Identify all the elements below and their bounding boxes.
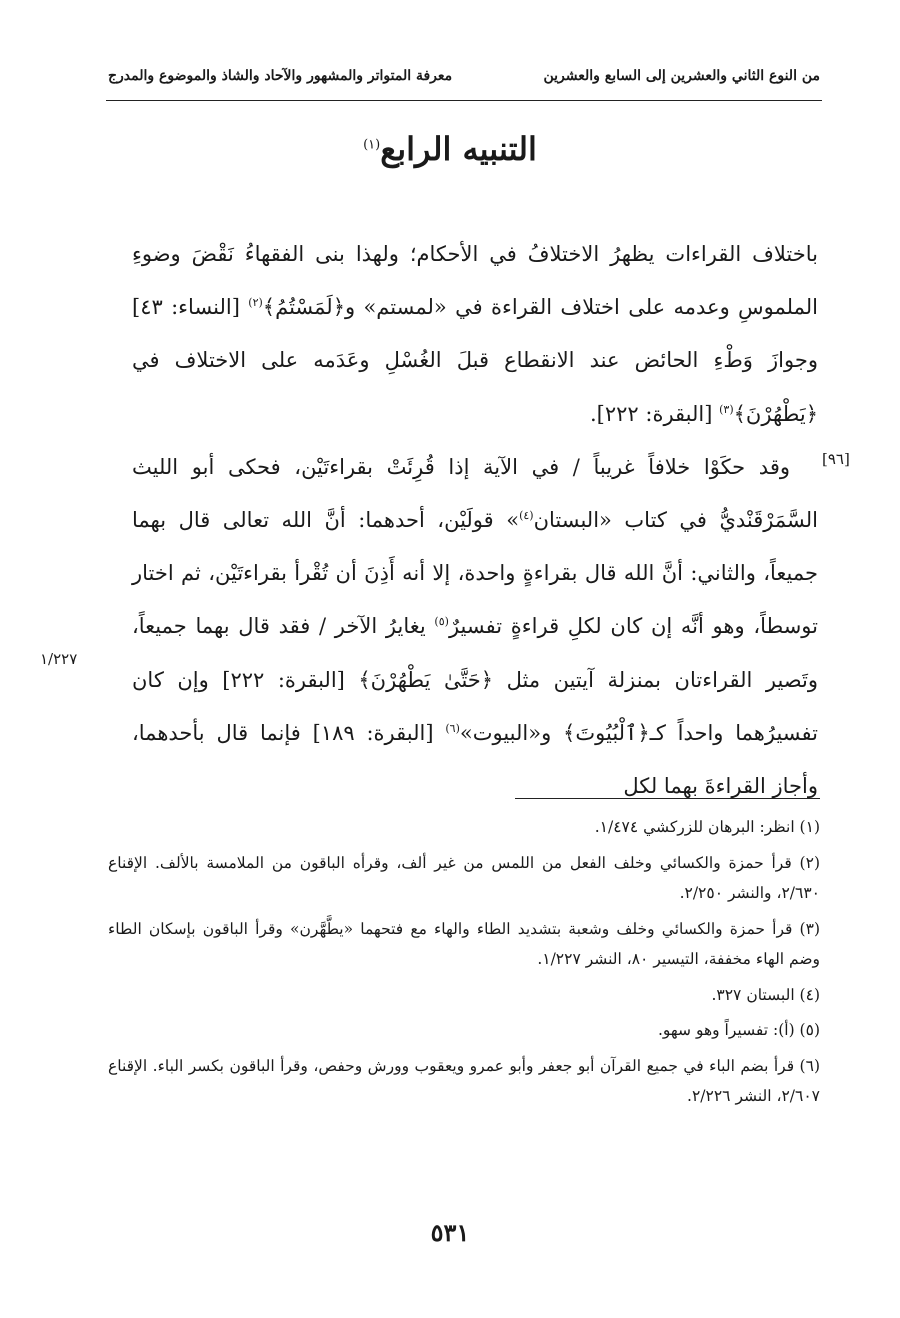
footnote: (٤) البستان ٣٢٧.	[711, 985, 820, 1004]
paragraph-1-part-2: [النساء: ٤٣] وجوازَ وَطْءِ الحائض عند الانقطاع قبلَ الغُسْلِ وعَدَمه على الاختلاف في ﴿يَطْهُرْنَ﴾	[132, 295, 818, 426]
footnotes	[108, 812, 820, 1117]
running-header	[108, 68, 820, 84]
footnote: (٢) قرأ حمزة والكسائي وخلف الفعل من اللمس من غير ألف، وقرأه الباقون من الملامسة بالألف. الإقناع ٢/٦٣٠، والنشر ٢/٢٥٠.	[108, 853, 820, 902]
footnote-rule	[515, 798, 820, 799]
footnote: (٦) قرأ بضم الباء في جميع القرآن أبو جعفر وأبو عمرو ويعقوب وورش وحفص، وقرأ الباقون بكسر الباء. الإقناع ٢/٦٠٧، النشر ٢/٢٢٦.	[108, 1056, 820, 1105]
section-title-text: التنبيه الرابع	[380, 130, 537, 168]
paragraph-1-part-3: [البقرة: ٢٢٢].	[589, 401, 720, 426]
paragraph-2	[132, 441, 818, 813]
footnote-ref: (٤)	[519, 509, 534, 523]
manuscript-page-marker: [٩٦]	[822, 450, 850, 468]
footnote: (٣) قرأ حمزة والكسائي وخلف وشعبة بتشديد الطاء والهاء مع فتحهما «يطَّهَّرن» وقرأ الباقون بإسكان الطاء وضم الهاء مخففة، التيسير ٨٠، النشر ١/٢٢٧.	[108, 919, 820, 968]
footnote-ref: (٢)	[248, 296, 263, 310]
paragraph-2-part-2: » قولَيْن، أحدهما: أنَّ الله تعالى قال بهما جميعاً، والثاني: أنَّ الله قال بقراءةٍ واحدة، إلا أنه أَذِنَ أن تُقْرأ بقراءتَيْن، ثم اختار توسطاً، وهو أنَّه إن كان لكلِ قراءةٍ تفسيرٌ	[132, 508, 819, 639]
header-chapter-range: من النوع الثاني والعشرين إلى السابع والعشرين	[543, 68, 820, 84]
footnote-ref: (٥)	[434, 615, 449, 629]
footnote-ref: (٦)	[445, 721, 460, 735]
paragraph-2-part-3: يغايرُ الآخر / فقد قال بهما جميعاً، وتَصير القراءتان بمنزلة آيتين مثل ﴿حَتَّىٰ يَطْهُرْنَ﴾ [البقرة: ٢٢٢] وإن كان تفسيرُهما واحداً كـ﴿ٱلْبُيُوتَ﴾ و«البيوت»	[132, 614, 819, 745]
section-title	[0, 130, 900, 168]
volume-page-marker: ١/٢٢٧	[40, 650, 78, 668]
header-rule	[106, 100, 822, 101]
paragraph-2-part-1: وقد حكَوْا خلافاً غريباً / في الآية إذا قُرِئَتْ بقراءتَيْن، فحكى أبو الليث السَّمَرْقَنْديُّ في كتاب «البستان	[132, 454, 818, 533]
body-text	[132, 228, 818, 813]
footnote: (١) انظر: البرهان للزركشي ١/٤٧٤.	[594, 818, 820, 836]
paragraph-1-part-1: باختلاف القراءات يظهرُ الاختلافُ في الأحكام؛ ولهذا بنى الفقهاءُ نَقْضَ وضوءِ الملموسِ وعدمه على اختلاف القراءة في «لمستم» و﴿لَمَسْتُمُ﴾	[132, 242, 818, 320]
footnote: (٥) (أ): تفسيراً وهو سهو.	[657, 1021, 820, 1039]
page-number: ٥٣١	[430, 1218, 470, 1247]
paragraph-2-part-4: [البقرة: ١٨٩] فإنما قال بأحدهما، وأجاز القراءةَ بهما لكل	[132, 720, 818, 799]
paragraph-1	[132, 228, 818, 441]
header-topic: معرفة المتواتر والمشهور والآحاد والشاذ والموضوع والمدرج	[108, 68, 453, 84]
footnote-ref: (١)	[363, 137, 381, 153]
footnote-ref: (٣)	[719, 402, 734, 416]
